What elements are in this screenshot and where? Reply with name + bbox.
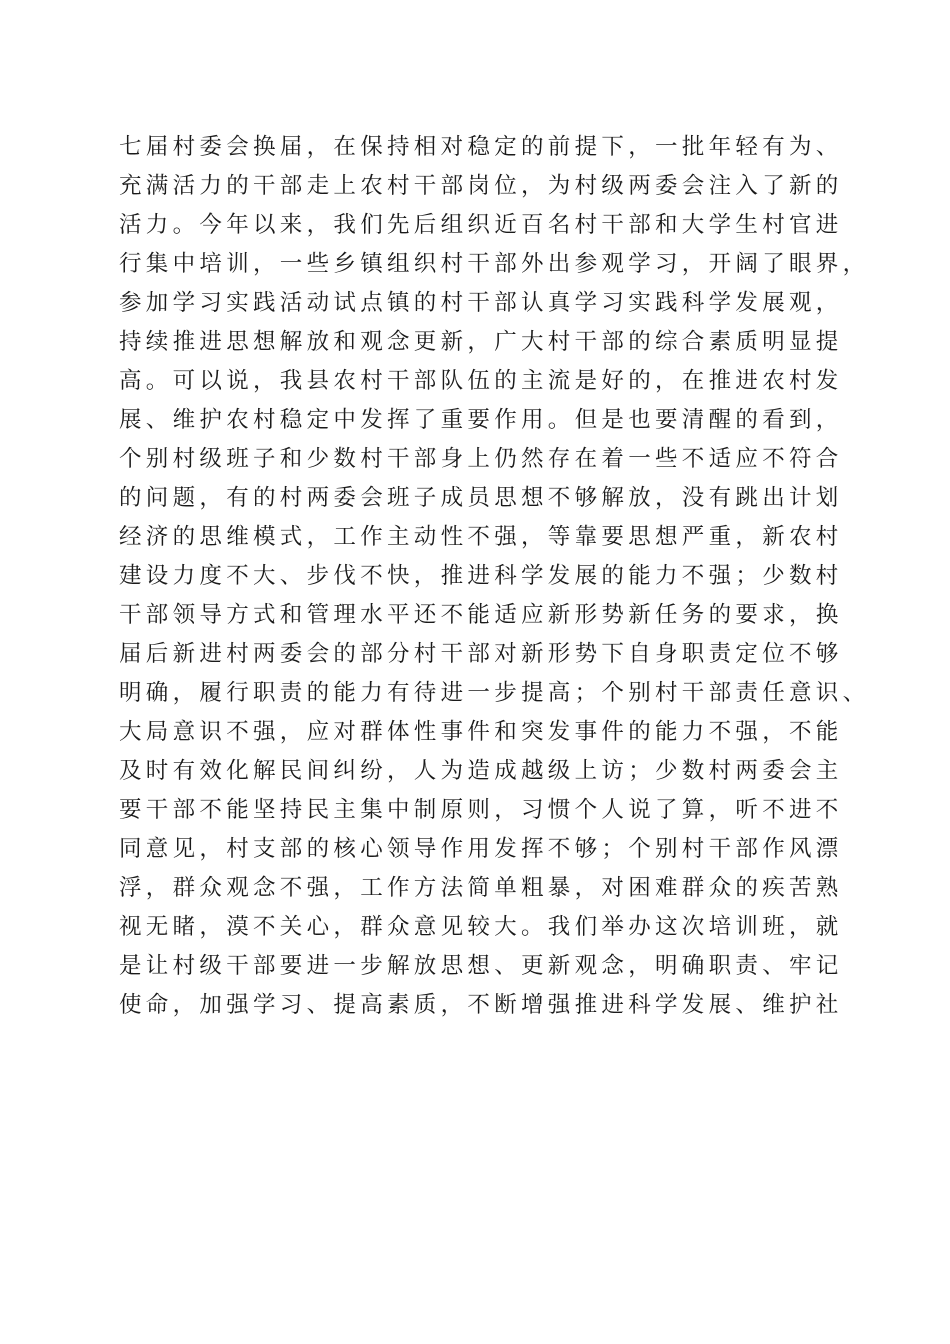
text-line: 浮，群众观念不强，工作方法简单粗暴，对困难群众的疾苦熟 — [119, 875, 843, 901]
text-line: 高。可以说，我县农村干部队伍的主流是好的，在推进农村发 — [119, 368, 843, 394]
text-line: 及时有效化解民间纠纷，人为造成越级上访；少数村两委会主 — [119, 758, 843, 784]
text-line: 届后新进村两委会的部分村干部对新形势下自身职责定位不够 — [119, 641, 843, 667]
text-line: 明确，履行职责的能力有待进一步提高；个别村干部责任意识、 — [119, 680, 870, 706]
text-line: 行集中培训，一些乡镇组织村干部外出参观学习，开阔了眼界， — [119, 251, 870, 277]
text-line: 使命，加强学习、提高素质，不断增强推进科学发展、维护社 — [119, 992, 843, 1018]
text-line: 充满活力的干部走上农村干部岗位，为村级两委会注入了新的 — [119, 173, 843, 199]
body-text — [119, 128, 870, 1025]
text-line: 是让村级干部要进一步解放思想、更新观念，明确职责、牢记 — [119, 953, 843, 979]
text-line: 视无睹，漠不关心，群众意见较大。我们举办这次培训班，就 — [119, 914, 843, 940]
text-line: 的问题，有的村两委会班子成员思想不够解放，没有跳出计划 — [119, 485, 843, 511]
text-line: 个别村级班子和少数村干部身上仍然存在着一些不适应不符合 — [119, 446, 843, 472]
text-line: 经济的思维模式，工作主动性不强，等靠要思想严重，新农村 — [119, 524, 843, 550]
text-line: 七届村委会换届，在保持相对稳定的前提下，一批年轻有为、 — [119, 134, 843, 160]
text-line: 活力。今年以来，我们先后组织近百名村干部和大学生村官进 — [119, 212, 843, 238]
text-line: 展、维护农村稳定中发挥了重要作用。但是也要清醒的看到， — [119, 407, 843, 433]
text-line: 持续推进思想解放和观念更新，广大村干部的综合素质明显提 — [119, 329, 843, 355]
text-line: 干部领导方式和管理水平还不能适应新形势新任务的要求，换 — [119, 602, 843, 628]
text-line: 要干部不能坚持民主集中制原则，习惯个人说了算，听不进不 — [119, 797, 843, 823]
text-line: 同意见，村支部的核心领导作用发挥不够；个别村干部作风漂 — [119, 836, 843, 862]
text-line: 大局意识不强，应对群体性事件和突发事件的能力不强，不能 — [119, 719, 843, 745]
text-line: 建设力度不大、步伐不快，推进科学发展的能力不强；少数村 — [119, 563, 843, 589]
text-line: 参加学习实践活动试点镇的村干部认真学习实践科学发展观， — [119, 290, 843, 316]
